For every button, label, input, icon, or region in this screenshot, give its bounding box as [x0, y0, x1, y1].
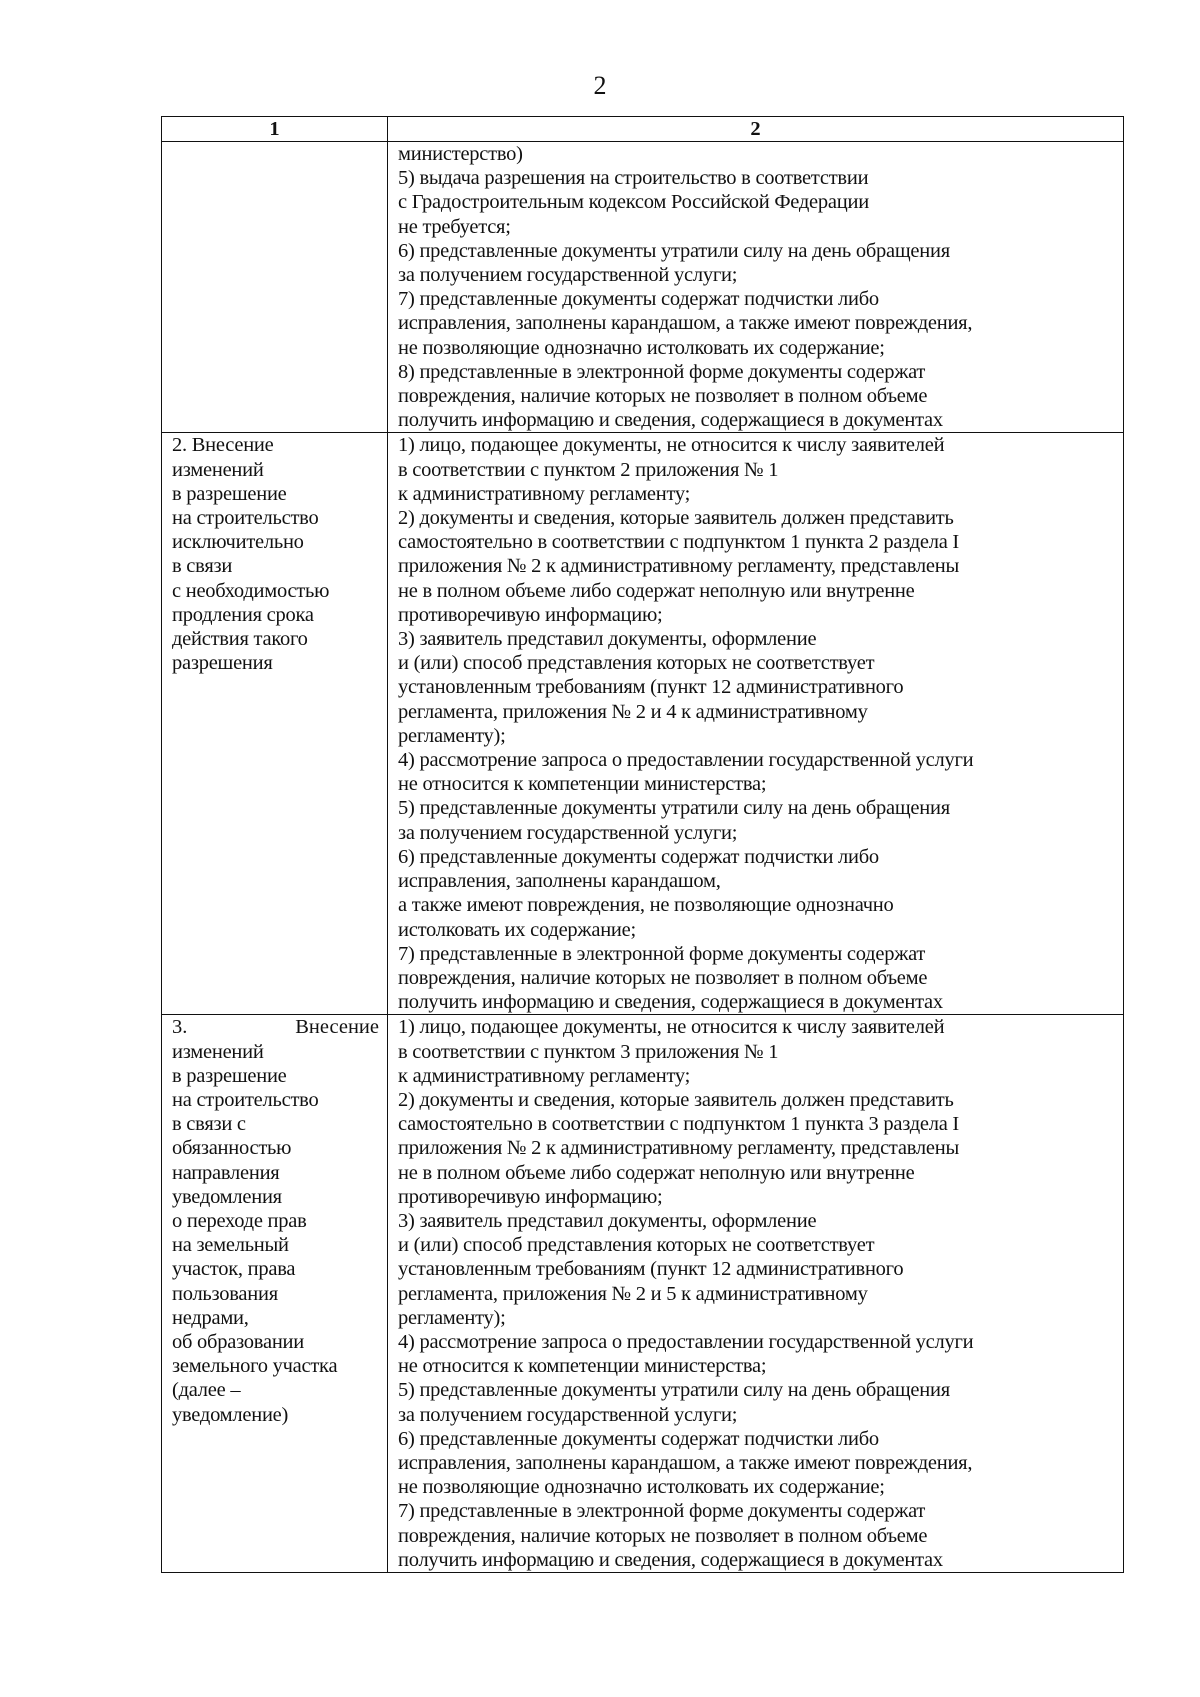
text-line: изменений	[172, 1040, 264, 1063]
text-line: в связи с	[172, 1113, 246, 1136]
text-line: истолковать их содержание;	[398, 918, 636, 941]
text-line: не в полном объеме либо содержат неполную или внутренне	[398, 1161, 915, 1184]
text-line: получить информацию и сведения, содержащиеся в документах	[398, 1548, 943, 1571]
text-line: о переходе прав	[172, 1209, 307, 1232]
text-line: с необходимостью	[172, 579, 330, 602]
text-line: 2) документы и сведения, которые заявитель должен представить	[398, 1088, 954, 1111]
text-line: не требуется;	[398, 215, 511, 238]
text-line: об образовании	[172, 1330, 304, 1353]
grounds-table	[161, 116, 1124, 1573]
column-header-2: 2	[388, 117, 1124, 142]
text-line: регламенту);	[398, 1306, 506, 1329]
text-line: повреждения, наличие которых не позволяет в полном объеме	[398, 966, 928, 989]
text-line: не позволяющие однозначно истолковать их содержание;	[398, 1476, 885, 1499]
text-line: приложения № 2 к административному регламенту, представлены	[398, 1137, 959, 1160]
text-line: за получением государственной услуги;	[398, 1403, 738, 1426]
text-line: 5) представленные документы утратили силу на день обращения	[398, 797, 950, 820]
text-line: исправления, заполнены карандашом,	[398, 870, 721, 893]
text-line: в разрешение	[172, 482, 287, 505]
text-line: повреждения, наличие которых не позволяет в полном объеме	[398, 1524, 928, 1547]
text-line: в соответствии с пунктом 2 приложения № 1	[398, 458, 779, 481]
text-line: недрами,	[172, 1306, 249, 1329]
text-line: получить информацию и сведения, содержащиеся в документах	[398, 409, 943, 432]
table-row	[162, 1015, 1124, 1573]
text-line: уведомление)	[172, 1403, 289, 1426]
row-2-grounds-cell	[388, 433, 1124, 1015]
row-3-service-lines	[172, 1040, 379, 1427]
row-2-service-cell	[162, 433, 388, 1015]
text-line: установленным требованиям (пункт 12 административного	[398, 676, 904, 699]
text-line: исключительно	[172, 531, 304, 554]
row-3-service-first-word: Внесение	[295, 1016, 379, 1039]
text-line: 2) документы и сведения, которые заявитель должен представить	[398, 507, 954, 530]
text-line: к административному регламенту;	[398, 482, 691, 505]
text-line: 2. Внесение	[172, 434, 274, 457]
text-line: исправления, заполнены карандашом, а также имеют повреждения,	[398, 312, 973, 335]
text-line: 7) представленные в электронной форме документы содержат	[398, 942, 926, 965]
table-row	[162, 433, 1124, 1015]
text-line: 4) рассмотрение запроса о предоставлении государственной услуги	[398, 749, 974, 772]
text-line: не относится к компетенции министерства;	[398, 1355, 767, 1378]
text-line: министерство)	[398, 143, 523, 165]
text-line: 1) лицо, подающее документы, не относится к числу заявителей	[398, 434, 945, 457]
text-line: с Градостроительным кодексом Российской Федерации	[398, 191, 869, 214]
row-1-service-cell	[162, 142, 388, 433]
text-line: за получением государственной услуги;	[398, 264, 738, 287]
text-line: на строительство	[172, 507, 319, 530]
row-1-grounds-cell	[388, 142, 1124, 433]
text-line: за получением государственной услуги;	[398, 821, 738, 844]
text-line: 6) представленные документы содержат подчистки либо	[398, 845, 879, 868]
text-line: 1) лицо, подающее документы, не относится к числу заявителей	[398, 1016, 945, 1039]
text-line: изменений	[172, 458, 264, 481]
text-line: земельного участка	[172, 1355, 338, 1378]
text-line: направления	[172, 1161, 280, 1184]
row-3-service-number: 3.	[172, 1016, 188, 1039]
text-line: регламенту);	[398, 724, 506, 747]
text-line: противоречивую информацию;	[398, 1185, 663, 1208]
text-line: 8) представленные в электронной форме документы содержат	[398, 360, 926, 383]
text-line: 7) представленные документы содержат подчистки либо	[398, 288, 879, 311]
text-line: 7) представленные в электронной форме документы содержат	[398, 1500, 926, 1523]
table-row	[162, 142, 1124, 433]
row-3-service-first-line	[172, 1015, 379, 1039]
text-line: в связи	[172, 555, 233, 578]
text-line: (далее –	[172, 1379, 241, 1402]
row-3-grounds-cell	[388, 1015, 1124, 1573]
text-line: продления срока	[172, 603, 314, 626]
text-line: приложения № 2 к административному регламенту, представлены	[398, 555, 959, 578]
text-line: 4) рассмотрение запроса о предоставлении государственной услуги	[398, 1330, 974, 1353]
text-line: 6) представленные документы содержат подчистки либо	[398, 1427, 879, 1450]
text-line: 3) заявитель представил документы, оформление	[398, 1209, 817, 1232]
text-line: получить информацию и сведения, содержащиеся в документах	[398, 991, 943, 1014]
text-line: и (или) способ представления которых не соответствует	[398, 652, 875, 675]
text-line: уведомления	[172, 1185, 282, 1208]
text-line: исправления, заполнены карандашом, а также имеют повреждения,	[398, 1451, 973, 1474]
text-line: 5) представленные документы утратили силу на день обращения	[398, 1379, 950, 1402]
text-line: регламента, приложения № 2 и 4 к административному	[398, 700, 868, 723]
column-header-1: 1	[162, 117, 388, 142]
text-line: в соответствии с пунктом 3 приложения № 1	[398, 1040, 779, 1063]
text-line: 3) заявитель представил документы, оформление	[398, 628, 817, 651]
text-line: на строительство	[172, 1088, 319, 1111]
text-line: пользования	[172, 1282, 278, 1305]
row-3-service-cell	[162, 1015, 388, 1573]
text-line: к административному регламенту;	[398, 1064, 691, 1087]
text-line: противоречивую информацию;	[398, 603, 663, 626]
text-line: самостоятельно в соответствии с подпунктом 1 пункта 2 раздела I	[398, 531, 960, 554]
text-line: действия такого	[172, 628, 308, 651]
text-line: а также имеют повреждения, не позволяющие однозначно	[398, 894, 894, 917]
text-line: на земельный	[172, 1234, 289, 1257]
text-line: обязанностью	[172, 1137, 292, 1160]
text-line: самостоятельно в соответствии с подпунктом 1 пункта 3 раздела I	[398, 1113, 960, 1136]
text-line: участок, права	[172, 1258, 296, 1281]
text-line: не позволяющие однозначно истолковать их содержание;	[398, 336, 885, 359]
page-number: 2	[593, 71, 607, 100]
text-line: не в полном объеме либо содержат неполную или внутренне	[398, 579, 915, 602]
text-line: 6) представленные документы утратили силу на день обращения	[398, 239, 950, 262]
text-line: не относится к компетенции министерства;	[398, 773, 767, 796]
text-line: в разрешение	[172, 1064, 287, 1087]
text-line: регламента, приложения № 2 и 5 к административному	[398, 1282, 868, 1305]
text-line: и (или) способ представления которых не соответствует	[398, 1234, 875, 1257]
table-header-row	[162, 117, 1124, 142]
text-line: установленным требованиям (пункт 12 административного	[398, 1258, 904, 1281]
text-line: разрешения	[172, 652, 273, 675]
text-line: 5) выдача разрешения на строительство в соответствии	[398, 167, 869, 190]
text-line: повреждения, наличие которых не позволяет в полном объеме	[398, 385, 928, 408]
